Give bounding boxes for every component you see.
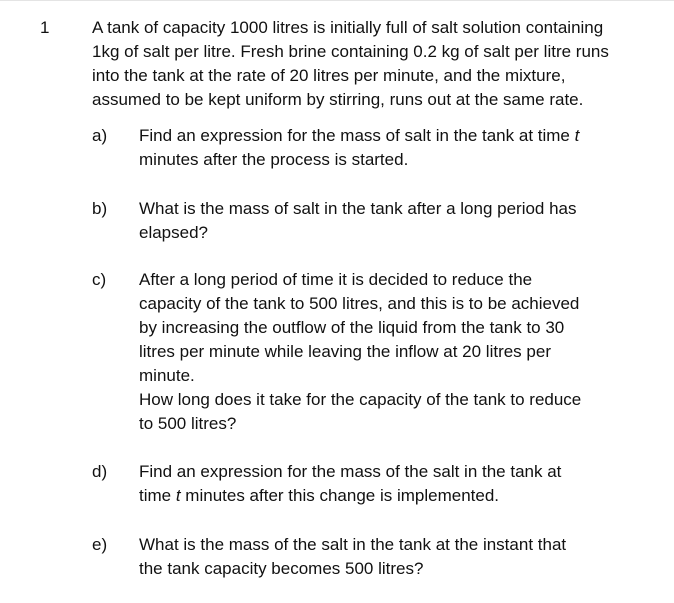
part-c-line: minute. (139, 366, 195, 385)
top-divider (0, 0, 674, 1)
part-e-line-2: the tank capacity becomes 500 litres? (139, 559, 424, 578)
part-b-line-2: elapsed? (139, 223, 209, 242)
part-e-label: e) (92, 535, 108, 554)
part-d-line-2-pre: time (139, 486, 176, 505)
variable-t: t (175, 486, 181, 505)
part-c-line: capacity of the tank to 500 litres, and this is to be achieved (139, 294, 580, 313)
part-c-line: by increasing the outflow of the liquid from the tank to 30 (139, 318, 565, 337)
part-d-line-2-post: minutes after this change is implemented. (180, 486, 500, 505)
intro-line: into the tank at the rate of 20 litres per minute, and the mixture, (92, 66, 566, 85)
part-a-label: a) (92, 126, 108, 145)
part-e-line-1: What is the mass of the salt in the tank at the instant that (139, 535, 567, 554)
part-b-line-1: What is the mass of salt in the tank after a long period has (139, 199, 577, 218)
part-b-text (139, 197, 659, 245)
intro-line: 1kg of salt per litre. Fresh brine containing 0.2 kg of salt per litre runs (92, 42, 609, 61)
part-a-text (139, 124, 659, 172)
part-c-line: to 500 litres? (139, 414, 237, 433)
question-intro (92, 16, 662, 112)
part-d-line-2 (139, 484, 659, 508)
question-number: 1 (40, 18, 50, 37)
part-d-line-1: Find an expression for the mass of the salt in the tank at (139, 462, 562, 481)
part-c-line: How long does it take for the capacity of the tank to reduce (139, 390, 582, 409)
part-c-line: After a long period of time it is decided to reduce the (139, 270, 533, 289)
part-c-label: c) (92, 270, 107, 289)
part-a-line-2: minutes after the process is started. (139, 150, 409, 169)
part-a-line-1 (139, 124, 659, 148)
part-c-text (139, 268, 659, 436)
intro-line: A tank of capacity 1000 litres is initially full of salt solution containing (92, 18, 604, 37)
part-c-line: litres per minute while leaving the inflow at 20 litres per (139, 342, 551, 361)
part-d-text (139, 460, 659, 508)
intro-line: assumed to be kept uniform by stirring, runs out at the same rate. (92, 90, 584, 109)
part-d-label: d) (92, 462, 108, 481)
part-a-line-1-text: Find an expression for the mass of salt in the tank at time (139, 126, 575, 145)
variable-t: t (574, 126, 580, 145)
part-e-text (139, 533, 659, 581)
part-b-label: b) (92, 199, 108, 218)
